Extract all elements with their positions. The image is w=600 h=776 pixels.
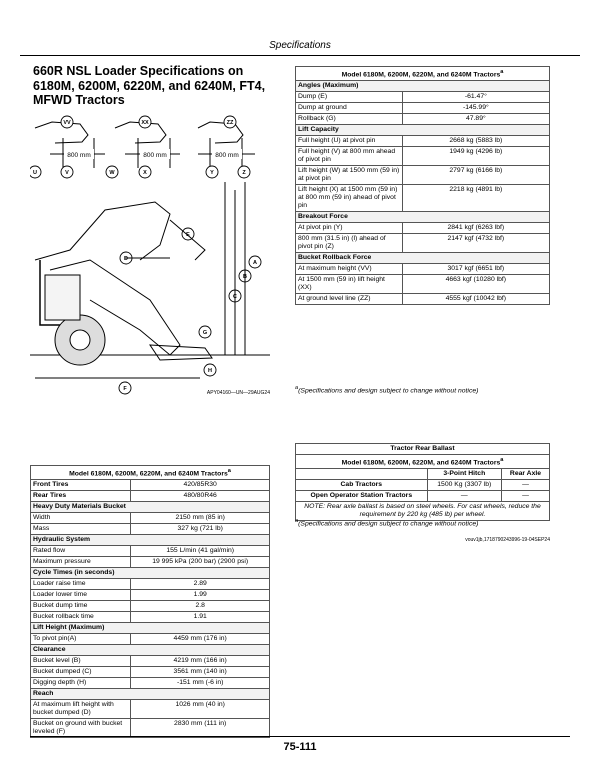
table-row (31, 700, 270, 719)
row-value: 155 L/min (41 gal/min) (131, 546, 270, 557)
row-label: Lift height (X) at 1500 mm (59 in) at 800 mm (59 in) ahead of pivot pin (296, 185, 403, 212)
row-label: Full height (U) at pivot pin (296, 136, 403, 147)
row-label: At pivot pin (Y) (296, 223, 403, 234)
table-row (296, 275, 550, 294)
row-value: -145.99° (402, 103, 549, 114)
right-table-footnote: $^a$(Specifications and design subject to change without notice) (295, 385, 479, 395)
loader-diagram (30, 110, 275, 395)
page-number: 75-111 (283, 741, 317, 753)
table-row (296, 81, 550, 92)
table-row (31, 634, 270, 645)
ballast-cell: — (501, 480, 549, 491)
ballast-cell: 1500 Kg (3307 lb) (427, 480, 501, 491)
label-u: U (33, 170, 37, 176)
ballast-footnote: $^a$(Specifications and design subject to change without notice) (295, 518, 479, 528)
label-zz: ZZ (226, 120, 234, 126)
footer-rule (30, 736, 570, 737)
table-row (296, 212, 550, 223)
figure-caption: APY04160—UN—29AUG24 (206, 390, 270, 395)
ballast-row-label: Open Operator Station Tractors (296, 491, 428, 502)
page-title: 660R NSL Loader Specifications on 6180M, 6200M, 6220M, and 6240M, FT4, MFWD Tractors (33, 64, 266, 107)
table-row (31, 590, 270, 601)
ballast-cell: — (501, 491, 549, 502)
row-label: Width (31, 513, 131, 524)
label-x: X (143, 170, 147, 176)
label-w: W (109, 170, 115, 176)
ballast-blank-head (296, 469, 428, 480)
table-row (31, 557, 270, 568)
running-header: Specifications (269, 40, 331, 51)
table-row (296, 253, 550, 264)
row-value: 3017 kgf (6651 lbf) (402, 264, 549, 275)
row-value: 4663 kgf (10280 lbf) (402, 275, 549, 294)
row-value: 4555 kgf (10042 lbf) (402, 294, 549, 305)
row-label: Digging depth (H) (31, 678, 131, 689)
table-row (31, 623, 270, 634)
ballast-note: NOTE: Rear axle ballast is based on steel wheels. For cast wheels, reduce the requirement by 220 kg (485 lb) per wheel. (296, 502, 550, 521)
row-label: Bucket dump time (31, 601, 131, 612)
row-value: -151 mm (-6 in) (131, 678, 270, 689)
row-value: 2150 mm (85 in) (131, 513, 270, 524)
table-row (31, 601, 270, 612)
table-row (31, 656, 270, 667)
row-value: 1949 kg (4296 lb) (402, 147, 549, 166)
label-b: B (243, 274, 247, 280)
left-table-body (31, 480, 270, 738)
label-xx: XX (141, 120, 149, 126)
row-value: 19 995 kPa (200 bar) (2900 psi) (131, 557, 270, 568)
header-rule (20, 55, 580, 56)
section-heading: Angles (Maximum) (296, 81, 550, 92)
right-table-body (296, 81, 550, 305)
table-row (296, 114, 550, 125)
label-f: F (123, 386, 127, 392)
table-row (31, 667, 270, 678)
table-row (31, 568, 270, 579)
row-value: 1.99 (131, 590, 270, 601)
table-row (296, 103, 550, 114)
table-row (31, 491, 270, 502)
section-heading: Clearance (31, 645, 270, 656)
row-label: Bucket on ground with bucket leveled (F) (31, 719, 131, 738)
row-label: Rollback (G) (296, 114, 403, 125)
label-e: E (186, 232, 190, 238)
row-label: Bucket rollback time (31, 612, 131, 623)
table-row (296, 185, 550, 212)
label-g: G (202, 330, 208, 336)
row-label: To pivot pin(A) (31, 634, 131, 645)
row-value: 47.89° (402, 114, 549, 125)
row-label: 800 mm (31.5 in) (l) ahead of pivot pin (Z) (296, 234, 403, 253)
section-heading: Lift Height (Maximum) (31, 623, 270, 634)
table-row (296, 92, 550, 103)
row-value: 327 kg (721 lb) (131, 524, 270, 535)
row-value: 2218 kg (4891 lb) (402, 185, 549, 212)
section-heading: Lift Capacity (296, 125, 550, 136)
section-heading: Heavy Duty Materials Bucket (31, 502, 270, 513)
row-label: Bucket level (B) (31, 656, 131, 667)
table-row (31, 645, 270, 656)
row-label: Full height (V) at 800 mm ahead of pivot pin (296, 147, 403, 166)
row-value: 480/80R46 (131, 491, 270, 502)
row-value: 2668 kg (5883 lb) (402, 136, 549, 147)
label-y: Y (210, 170, 214, 176)
label-v: V (65, 170, 69, 176)
table-row (296, 125, 550, 136)
row-value: 3561 mm (140 in) (131, 667, 270, 678)
row-value: 1.91 (131, 612, 270, 623)
table-row (296, 166, 550, 185)
row-value: 420/85R30 (131, 480, 270, 491)
label-a: A (253, 260, 257, 266)
table-row (296, 136, 550, 147)
ballast-title: Tractor Rear Ballast (296, 444, 550, 455)
row-label: Bucket dumped (C) (31, 667, 131, 678)
ballast-header: Model 6180M, 6200M, 6220M, and 6240M Tractors$^a$ (296, 455, 550, 469)
ballast-table (295, 443, 550, 521)
label-h: H (208, 368, 212, 374)
table-row (296, 147, 550, 166)
label-d: D (124, 256, 128, 262)
row-value: 2797 kg (6166 lb) (402, 166, 549, 185)
row-value: 2.8 (131, 601, 270, 612)
table-row (31, 579, 270, 590)
table-row (296, 294, 550, 305)
table-row (31, 535, 270, 546)
row-value: 2830 mm (111 in) (131, 719, 270, 738)
label-vv: VV (63, 120, 71, 126)
row-value: 1026 mm (40 in) (131, 700, 270, 719)
ballast-row-label: Cab Tractors (296, 480, 428, 491)
table-row (31, 502, 270, 513)
section-heading: Cycle Times (in seconds) (31, 568, 270, 579)
left-table-header: Model 6180M, 6200M, 6220M, and 6240M Tractors$^a$ (31, 466, 270, 480)
row-label: Loader lower time (31, 590, 131, 601)
dim-label: 800 mm (215, 152, 239, 159)
section-heading: Bucket Rollback Force (296, 253, 550, 264)
row-label: Dump (E) (296, 92, 403, 103)
row-label: Dump at ground (296, 103, 403, 114)
table-row (296, 234, 550, 253)
row-label: Lift height (W) at 1500 mm (59 in) at pivot pin (296, 166, 403, 185)
row-label: At maximum lift height with bucket dumped (D) (31, 700, 131, 719)
row-label: At maximum height (VV) (296, 264, 403, 275)
dim-label: 800 mm (143, 152, 167, 159)
table-row (31, 546, 270, 557)
right-spec-table (295, 66, 550, 305)
table-row (31, 612, 270, 623)
left-spec-table (30, 465, 270, 738)
row-value: 2147 kgf (4732 lbf) (402, 234, 549, 253)
section-heading: Reach (31, 689, 270, 700)
document-reference: vouv1jb,1718790243996-19-04SEP24 (465, 537, 550, 543)
row-label: Front Tires (31, 480, 131, 491)
row-label: Maximum pressure (31, 557, 131, 568)
table-row (31, 524, 270, 535)
table-row (31, 513, 270, 524)
table-row (31, 678, 270, 689)
table-row (31, 719, 270, 738)
row-label: Rated flow (31, 546, 131, 557)
label-z: Z (242, 170, 246, 176)
ballast-col2: Rear Axle (501, 469, 549, 480)
row-label: Loader raise time (31, 579, 131, 590)
dim-label: 800 mm (67, 152, 91, 159)
row-value: 4459 mm (176 in) (131, 634, 270, 645)
row-label: At 1500 mm (59 in) lift height (XX) (296, 275, 403, 294)
row-label: At ground level line (ZZ) (296, 294, 403, 305)
ballast-cell: — (427, 491, 501, 502)
row-value: 4219 mm (166 in) (131, 656, 270, 667)
row-value: 2841 kgf (6263 lbf) (402, 223, 549, 234)
right-table-header: Model 6180M, 6200M, 6220M, and 6240M Tractors$^a$ (296, 67, 550, 81)
row-value: 2.89 (131, 579, 270, 590)
row-label: Mass (31, 524, 131, 535)
table-row (31, 689, 270, 700)
table-row (296, 223, 550, 234)
ballast-col1: 3-Point Hitch (427, 469, 501, 480)
table-row (31, 480, 270, 491)
row-label: Rear Tires (31, 491, 131, 502)
section-heading: Breakout Force (296, 212, 550, 223)
section-heading: Hydraulic System (31, 535, 270, 546)
label-c: C (233, 294, 237, 300)
table-row (296, 264, 550, 275)
row-value: -61.47° (402, 92, 549, 103)
